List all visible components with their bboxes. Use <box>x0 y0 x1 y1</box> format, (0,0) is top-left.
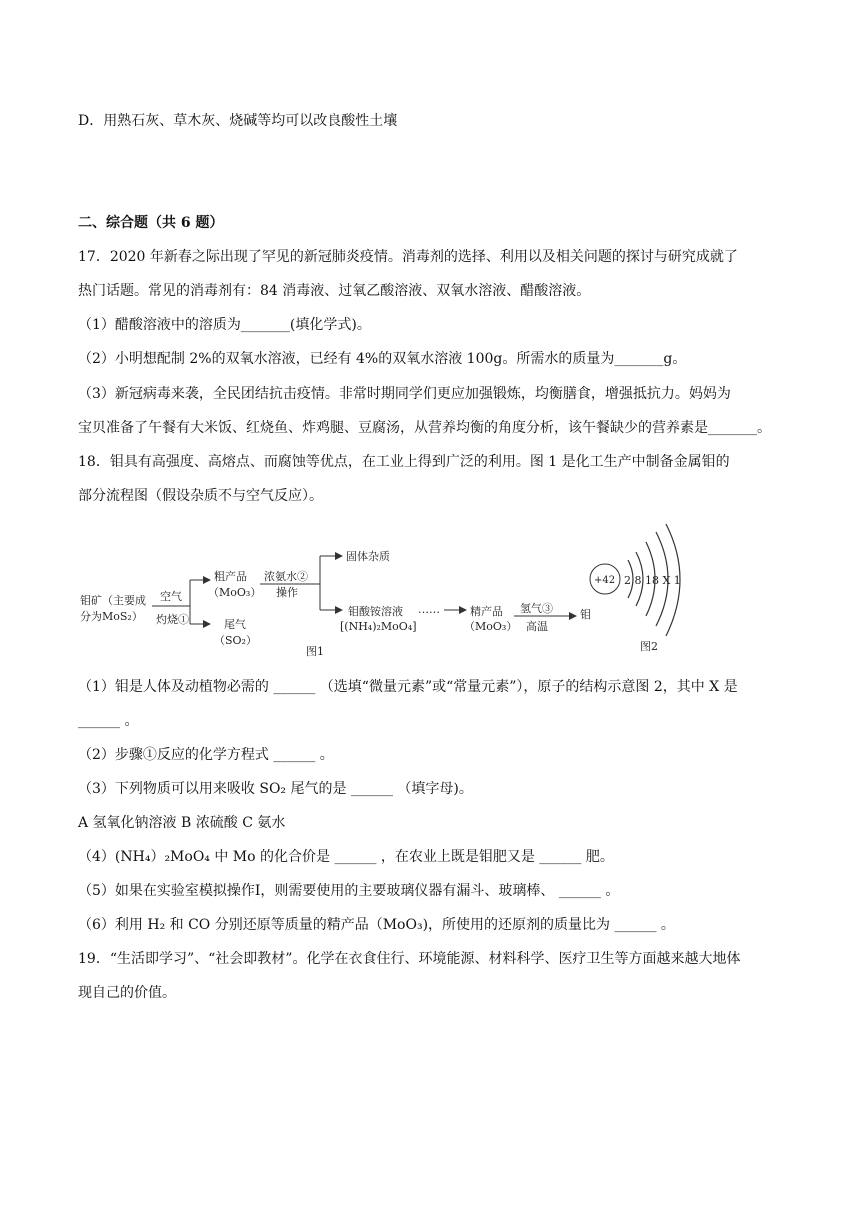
q17-part2: （2）小明想配制 2%的双氧水溶液，已经有 4%的双氧水溶液 100g。所需水的质量为_______g。 <box>78 351 687 367</box>
fine-product-label: 精产品 <box>470 605 503 618</box>
figure2-caption: 图2 <box>640 640 658 653</box>
molybdenum-label: 钼 <box>580 608 591 621</box>
q18-stem-line1: 18．钼具有高强度、高熔点、而腐蚀等优点，在工业上得到广泛的利用。图 1 是化工生产中制备金属钼的 <box>78 454 730 470</box>
q17-part3-line1: （3）新冠病毒来袭，全民团结抗击疫情。非常时期同学们更应加强锻炼，均衡膳食，增强抵抗力。妈妈为 <box>78 386 731 402</box>
q17-stem-line1: 17．2020 年新春之际出现了罕见的新冠肺炎疫情。消毒剂的选择、利用以及相关问题的探讨与研究成就了 <box>78 249 738 265</box>
high-temp-label: 高温 <box>526 620 548 633</box>
q17-part3-line2: 宝贝准备了午餐有大米饭、红烧鱼、炸鸡腿、豆腐汤，从营养均衡的角度分析，该午餐缺少的营养素是_______。 <box>78 420 771 436</box>
ammonium-molybdate-formula: [(NH₄)₂MoO₄] <box>340 620 417 633</box>
crude-product-formula: （MoO₃） <box>208 586 262 599</box>
q17-stem-line2: 热门话题。常见的消毒剂有：84 消毒液、过氧乙酸溶液、双氧水溶液、醋酸溶液。 <box>78 283 591 299</box>
hydrogen-label: 氢气③ <box>520 602 553 615</box>
q18-part3: （3）下列物质可以用来吸收 SO₂ 尾气的是 ______ （填字母)。 <box>78 781 473 797</box>
q18-part1-line1: （1）钼是人体及动植物必需的 ______ （选填“微量元素”或“常量元素”），原子的结构示意图 2，其中 X 是 <box>78 679 738 695</box>
atom-structure-figure2 <box>588 522 708 660</box>
section-heading: 二、综合题（共 6 题） <box>78 215 224 231</box>
air-label: 空气 <box>160 590 182 603</box>
fine-product-formula: （MoO₃） <box>464 620 518 633</box>
nucleus-charge: +42 <box>594 575 616 586</box>
solid-impurity-label: 固体杂质 <box>346 550 390 563</box>
crude-product-label: 粗产品 <box>214 570 247 583</box>
q19-stem-line2: 现自己的价值。 <box>78 985 176 1001</box>
q18-stem-line2: 部分流程图（假设杂质不与空气反应）。 <box>78 488 323 504</box>
q18-part2: （2）步骤①反应的化学方程式 ______ 。 <box>78 747 334 763</box>
q18-part3-options: A 氢氧化钠溶液 B 浓硫酸 C 氨水 <box>78 815 286 831</box>
ore-formula: 分为MoS₂） <box>80 610 143 623</box>
ammonium-molybdate-label: 钼酸铵溶液 <box>348 605 403 618</box>
shell-electron-counts: 2 8 18 X 1 <box>624 574 681 587</box>
roast-step-label: 灼烧① <box>156 613 189 626</box>
tail-gas-label: 尾气 <box>224 618 246 631</box>
q18-part5: （5）如果在实验室模拟操作I，则需要使用的主要玻璃仪器有漏斗、玻璃棒、 ______ 。 <box>78 883 620 899</box>
q18-part1-line2: ______ 。 <box>78 713 139 729</box>
ellipsis-label: …… <box>418 603 440 616</box>
q18-part4: （4）(NH₄）₂MoO₄ 中 Mo 的化合价是 ______ ，在农业上既是钼肥又是 ______ 肥。 <box>78 849 614 865</box>
q17-part1: （1）醋酸溶液中的溶质为_______(填化学式)。 <box>78 317 371 333</box>
q18-part6: （6）利用 H₂ 和 CO 分别还原等质量的精产品（MoO₃)，所使用的还原剂的质量比为 ______ 。 <box>78 917 675 933</box>
tail-gas-formula: （SO₂） <box>214 634 257 647</box>
q19-stem-line1: 19．“生活即学习”、“社会即教材”。化学在衣食住行、环境能源、材料科学、医疗卫生等方面越来越大地体 <box>78 951 741 967</box>
operation-label: 操作 <box>276 586 298 599</box>
figure1-caption: 图1 <box>306 645 324 658</box>
ammonia-label: 浓氨水② <box>264 570 308 583</box>
flow-diagram-figure1 <box>78 520 618 660</box>
option-d: D．用熟石灰、草木灰、烧碱等均可以改良酸性土壤 <box>78 113 398 129</box>
ore-label: 钼矿（主要成 <box>80 594 146 607</box>
